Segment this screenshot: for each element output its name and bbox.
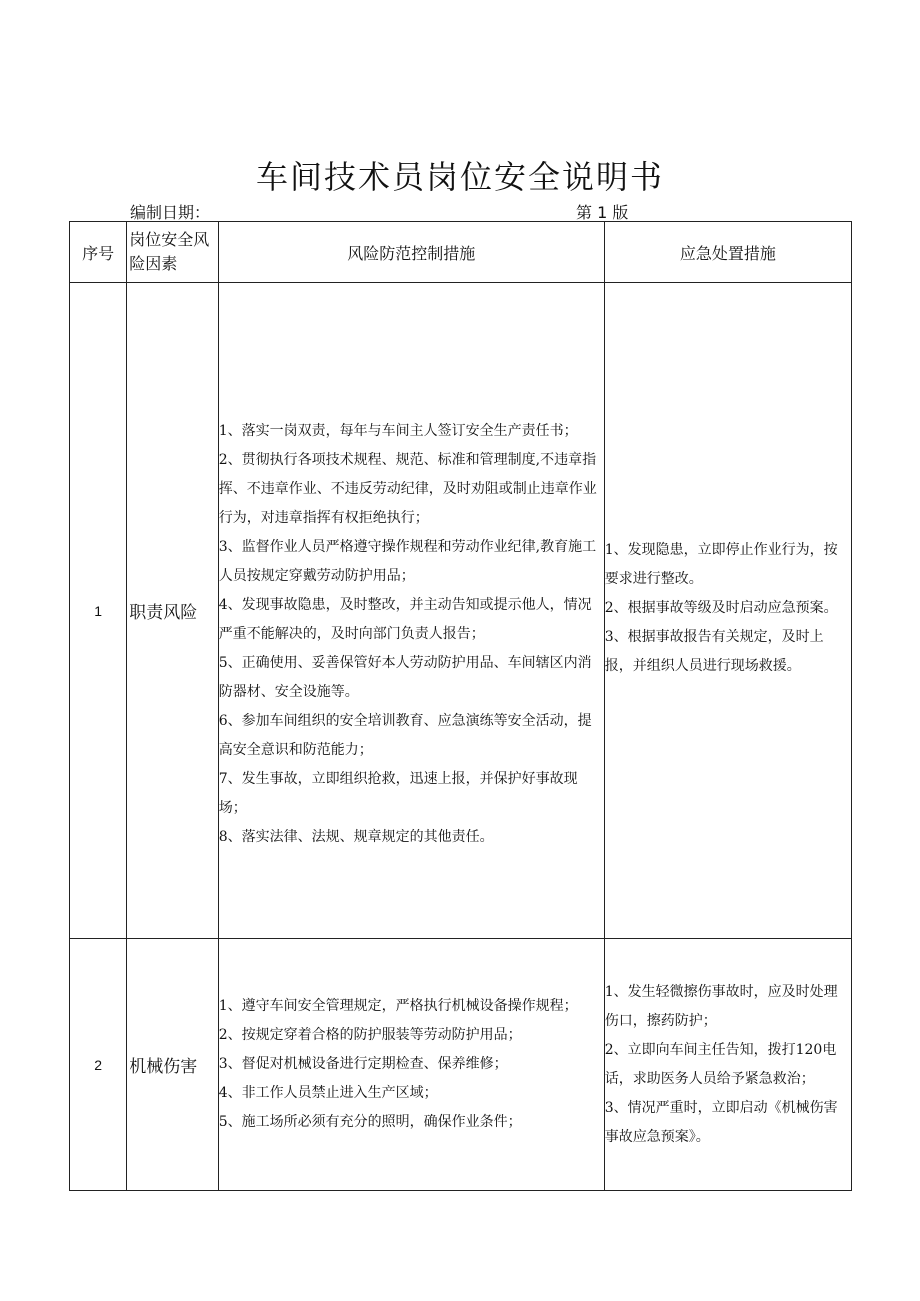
- measure-item: 4、非工作人员禁止进入生产区域；: [218, 1085, 438, 1101]
- measure-item: 5、正确使用、妥善保管好本人劳动防护用品、车间辖区内消防器材、安全设施等。: [218, 655, 592, 700]
- table-header-row: [70, 222, 852, 283]
- safety-table: [69, 221, 852, 1191]
- emergency-item: 1、发现隐患，立即停止作业行为，按要求进行整改。: [604, 542, 838, 587]
- measures-cell: [218, 939, 604, 1191]
- measure-item: 3、督促对机械设备进行定期检查、保养维修；: [218, 1056, 508, 1072]
- emergency-item: 2、立即向车间主任告知，拨打120电话，求助医务人员给予紧急救治；: [604, 1041, 837, 1087]
- emergency-item: 3、情况严重时，立即启动《机械伤害事故应急预案》。: [604, 1099, 838, 1145]
- row-factor: 机械伤害: [127, 939, 218, 1191]
- header-emergency: 应急处置措施: [604, 222, 851, 283]
- compile-date-label: 编制日期：: [130, 203, 211, 222]
- header-factor: 岗位安全风险因素: [127, 222, 218, 283]
- measure-item: 8、落实法律、法规、规章规定的其他责任。: [218, 829, 494, 845]
- emergency-cell: [604, 939, 851, 1191]
- table-row: [70, 939, 852, 1191]
- measure-item: 6、参加车间组织的安全培训教育、应急演练等安全活动，提高安全意识和防范能力；: [218, 713, 592, 758]
- measure-item: 2、按规定穿着合格的防护服装等劳动防护用品；: [218, 1027, 522, 1043]
- measure-item: 3、监督作业人员严格遵守操作规程和劳动作业纪律,教育施工人员按规定穿戴劳动防护用品；: [218, 539, 597, 584]
- emergency-item: 1、发生轻微擦伤事故时，应及时处理伤口，擦药防护；: [604, 983, 838, 1029]
- measure-item: 5、施工场所必须有充分的照明，确保作业条件；: [218, 1114, 522, 1130]
- measure-item: 1、遵守车间安全管理规定，严格执行机械设备操作规程；: [218, 998, 578, 1014]
- row-factor: 职责风险: [127, 283, 218, 939]
- header-measures: 风险防范控制措施: [218, 222, 604, 283]
- measure-item: 1、落实一岗双责，每年与车间主人签订安全生产责任书；: [218, 423, 578, 439]
- row-no: 2: [70, 939, 127, 1191]
- emergency-item: 2、根据事故等级及时启动应急预案。: [604, 600, 838, 616]
- measure-item: 7、发生事故，立即组织抢救，迅速上报，并保护好事故现场；: [218, 771, 578, 816]
- measure-item: 2、贯彻执行各项技术规程、规范、标准和管理制度,不违章指挥、不违章作业、不违反劳动纪律，及时劝阻或制止违章作业行为，对违章指挥有权拒绝执行；: [218, 452, 597, 526]
- measures-cell: [218, 283, 604, 939]
- emergency-cell: [604, 283, 851, 939]
- measure-item: 4、发现事故隐患，及时整改，并主动告知或提示他人，情况严重不能解决的，及时向部门负责人报告；: [218, 597, 592, 642]
- table-row: [70, 283, 852, 939]
- version-label: 第 1 版: [576, 203, 629, 222]
- header-no: 序号: [70, 222, 127, 283]
- row-no: 1: [70, 283, 127, 939]
- document-title: 车间技术员岗位安全说明书: [255, 158, 664, 196]
- emergency-item: 3、根据事故报告有关规定，及时上报，并组织人员进行现场救援。: [604, 629, 824, 674]
